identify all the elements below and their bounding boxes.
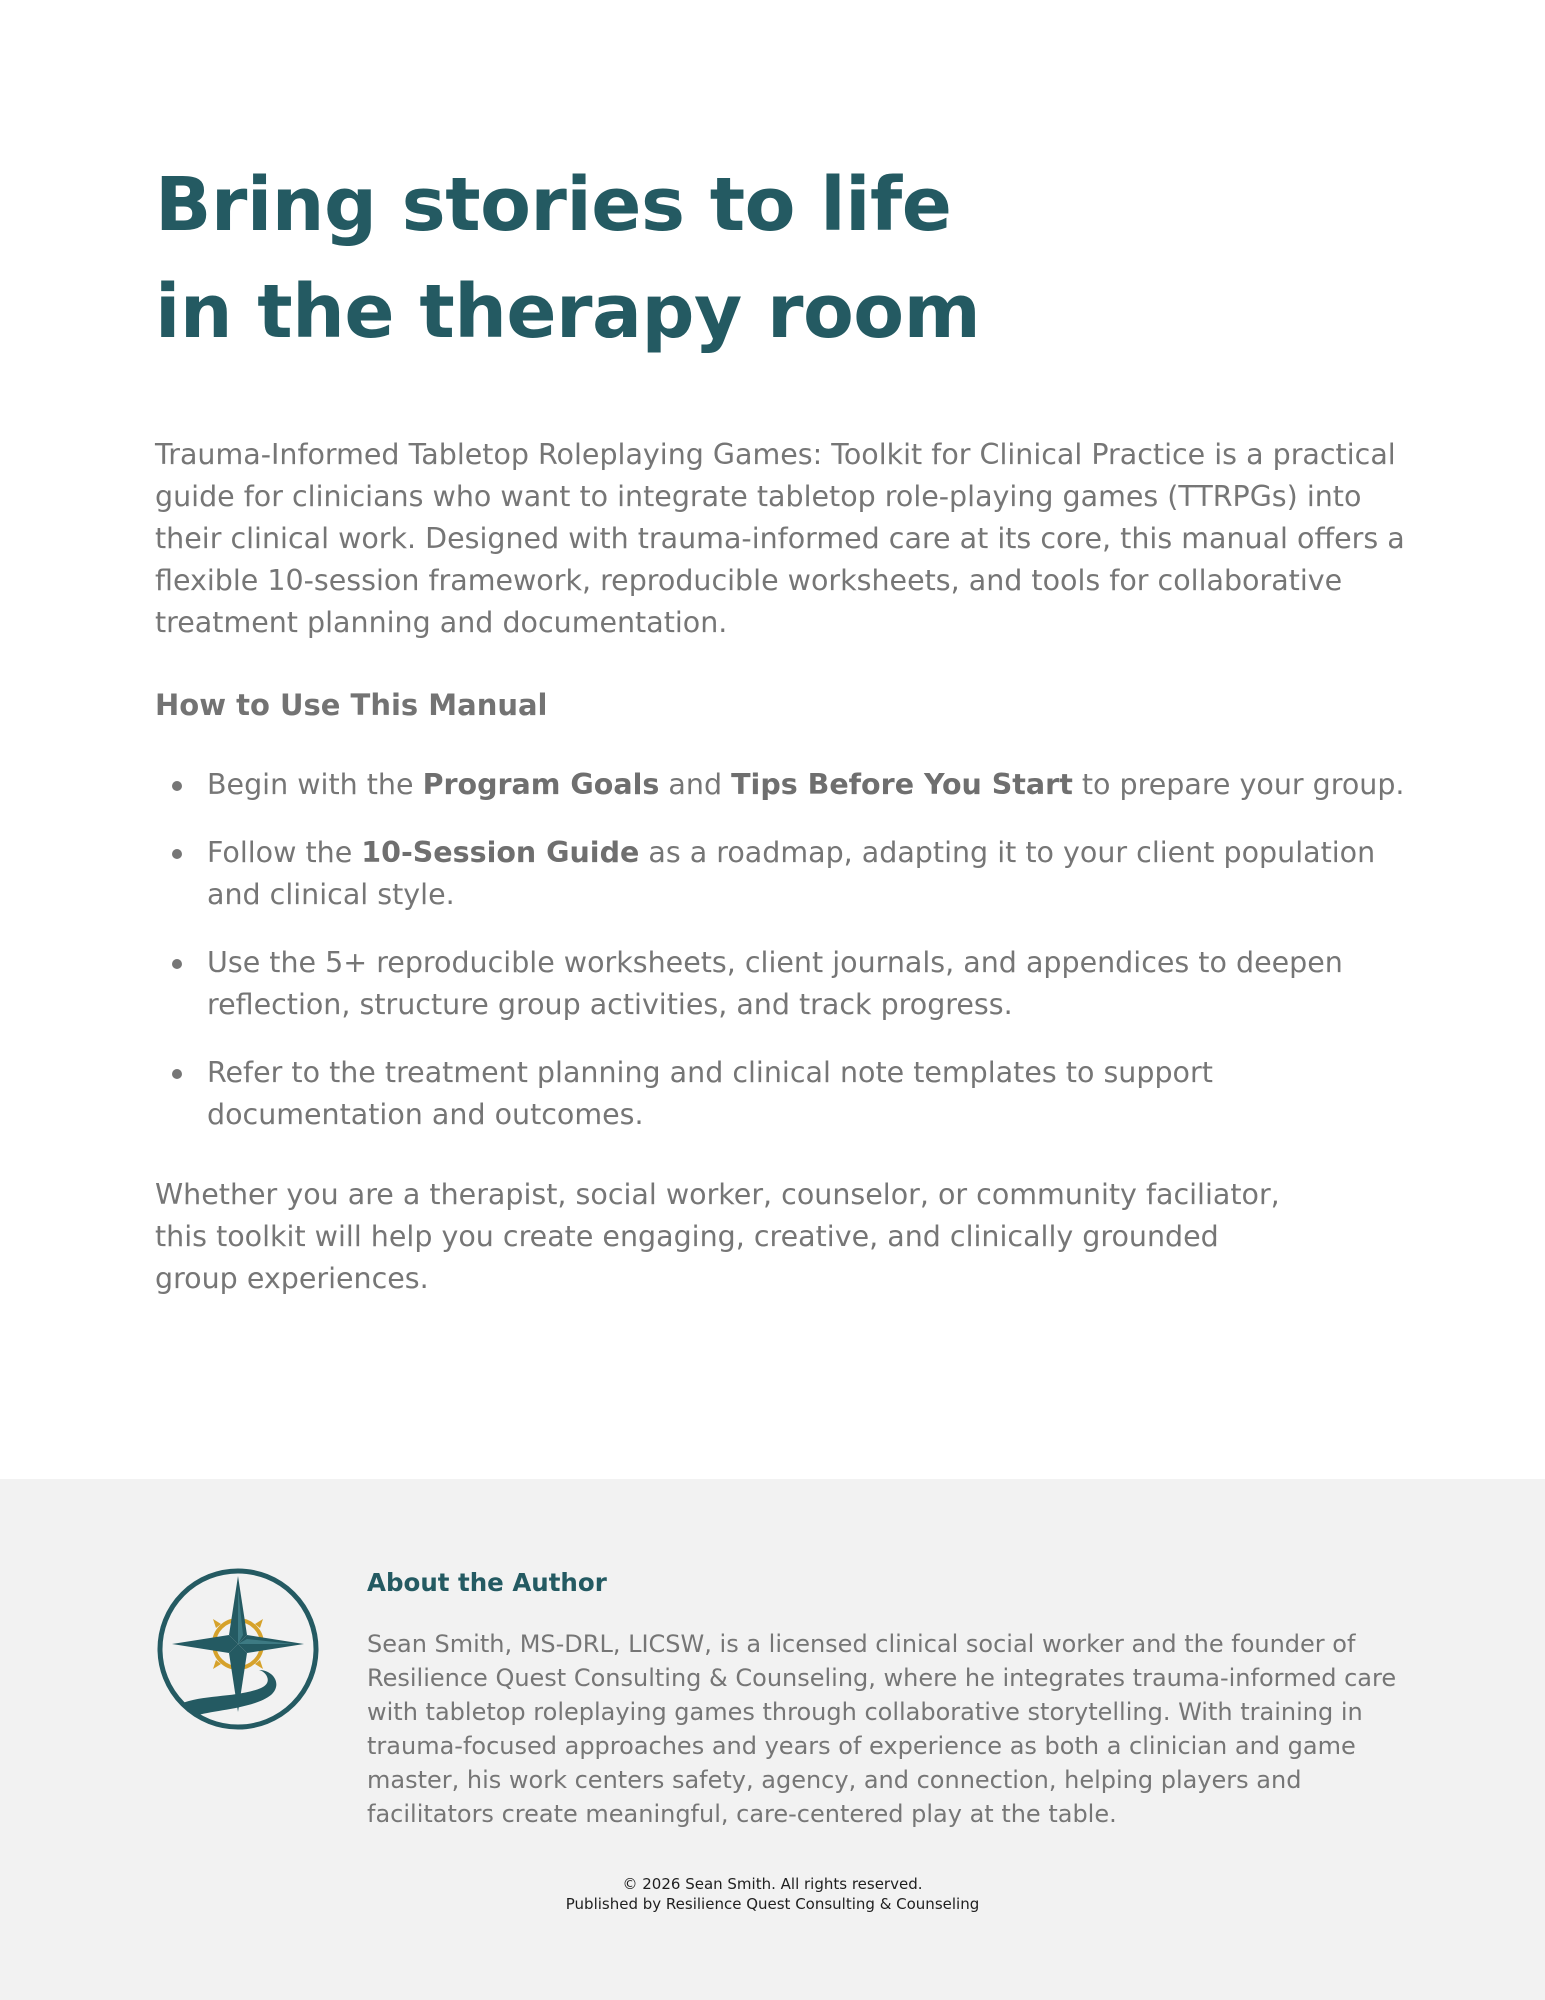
bullet-icon [172, 849, 182, 859]
copyright-line: © 2026 Sean Smith. All rights reserved. [622, 1875, 923, 1893]
title-line-2: in the therapy room [155, 269, 981, 355]
compass-star-path-icon [155, 1566, 321, 1732]
about-heading: About the Author [367, 1568, 607, 1597]
how-to-list [155, 764, 1405, 1162]
title-line-1: Bring stories to life [155, 162, 952, 248]
bullet-icon [172, 781, 182, 791]
copyright [0, 1874, 1545, 1914]
list-item: Follow the 10-Session Guide as a roadmap, adapting it to your client population and clinical style. [155, 832, 1405, 916]
intro-paragraph: Trauma-Informed Tabletop Roleplaying Games: Toolkit for Clinical Practice is a practical guide for clinicians who want to integrate tabletop role-playing games (TTRPGs) into their clinical work. Designed with trauma-informed care at its core, this manual offers a flexible 10-session framework, reproducible worksheets, and tools for collaborative treatment planning and documentation. [155, 438, 1405, 639]
list-item: Use the 5+ reproducible worksheets, client journals, and appendices to deepen reflection, structure group activities, and track progress. [155, 942, 1405, 1026]
how-to-heading: How to Use This Manual [155, 688, 548, 722]
bullet-icon [172, 959, 182, 969]
publisher-line: Published by Resilience Quest Consulting & Counseling [565, 1895, 980, 1913]
list-item: Begin with the Program Goals and Tips Before You Start to prepare your group. [155, 764, 1405, 806]
list-item: Refer to the treatment planning and clinical note templates to support documentation and outcomes. [155, 1052, 1405, 1136]
bullet-icon [172, 1069, 182, 1079]
author-bio: Sean Smith, MS-DRL, LICSW, is a licensed clinical social worker and the founder of Resilience Quest Consulting & Counseling, where he integrates trauma-informed care with tabletop roleplaying games through collaborative storytelling. With training in trauma-focused approaches and years of experience as both a clinician and game master, his work centers safety, agency, and connection, helping players and facilitators create meaningful, care-centered play at the table. [367, 1630, 1397, 1828]
closing-paragraph: Whether you are a therapist, social worker, counselor, or community faciliator, this toolkit will help you create engaging, creative, and clinically grounded group experiences. [155, 1178, 1280, 1295]
page-title [155, 152, 980, 366]
